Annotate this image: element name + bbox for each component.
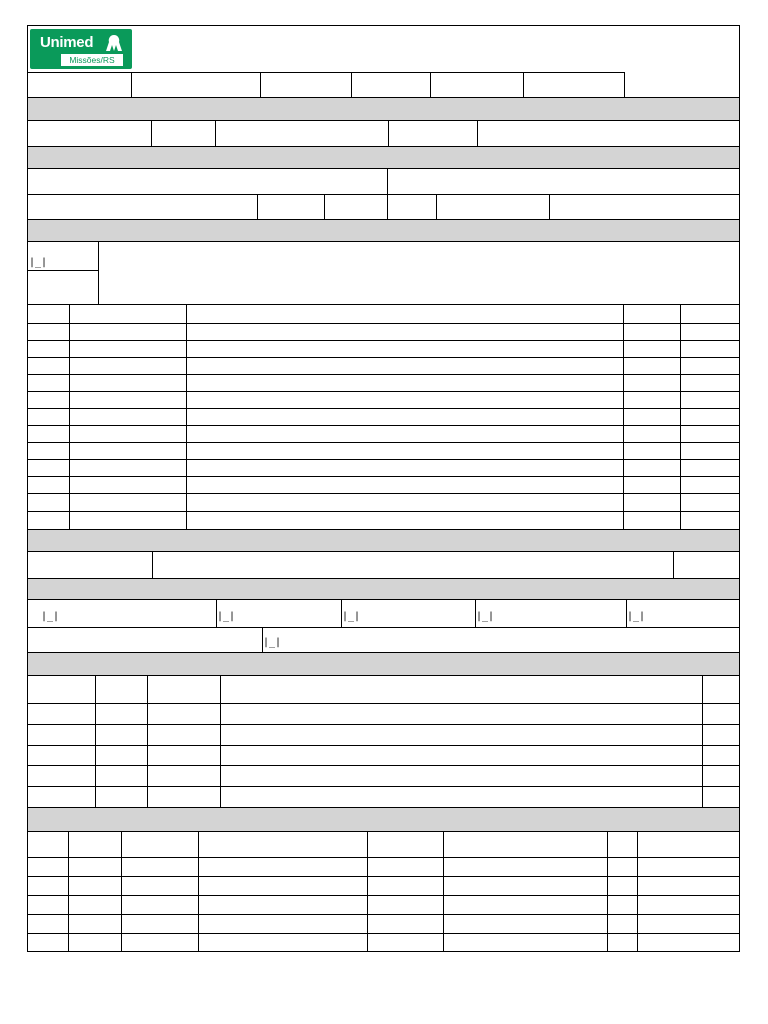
checkbox[interactable]: |_| — [29, 257, 48, 268]
logo-region: Missões/RS — [61, 54, 123, 66]
section-header-discharge — [28, 578, 739, 600]
section-header-materials — [28, 807, 739, 832]
discharge-extra-row — [28, 627, 739, 652]
unimed-tree-icon — [104, 34, 124, 52]
checkbox[interactable]: |_| — [627, 611, 646, 622]
diagnosis-row — [28, 552, 739, 578]
section-header-team — [28, 652, 739, 676]
header-fields-row — [28, 72, 625, 97]
checkbox[interactable]: |_| — [217, 611, 236, 622]
team-table — [28, 676, 739, 807]
section-header-beneficiary — [28, 97, 739, 121]
form-page — [27, 25, 740, 952]
checkbox[interactable]: |_| — [476, 611, 495, 622]
section-header-diagnosis — [28, 529, 739, 552]
logo-brand: Unimed — [40, 34, 94, 51]
materials-table — [28, 832, 739, 952]
hospitalization-block — [28, 242, 739, 305]
checkbox[interactable]: |_| — [342, 611, 361, 622]
procedures-table — [28, 304, 739, 529]
provider-fields-row — [28, 169, 739, 194]
unimed-logo — [30, 29, 132, 69]
section-header-hospitalization — [28, 219, 739, 242]
section-header-provider — [28, 146, 739, 169]
checkbox[interactable]: |_| — [41, 611, 60, 622]
beneficiary-fields-row — [28, 121, 739, 146]
checkbox[interactable]: |_| — [263, 637, 282, 648]
provider-detail-row — [28, 194, 739, 219]
